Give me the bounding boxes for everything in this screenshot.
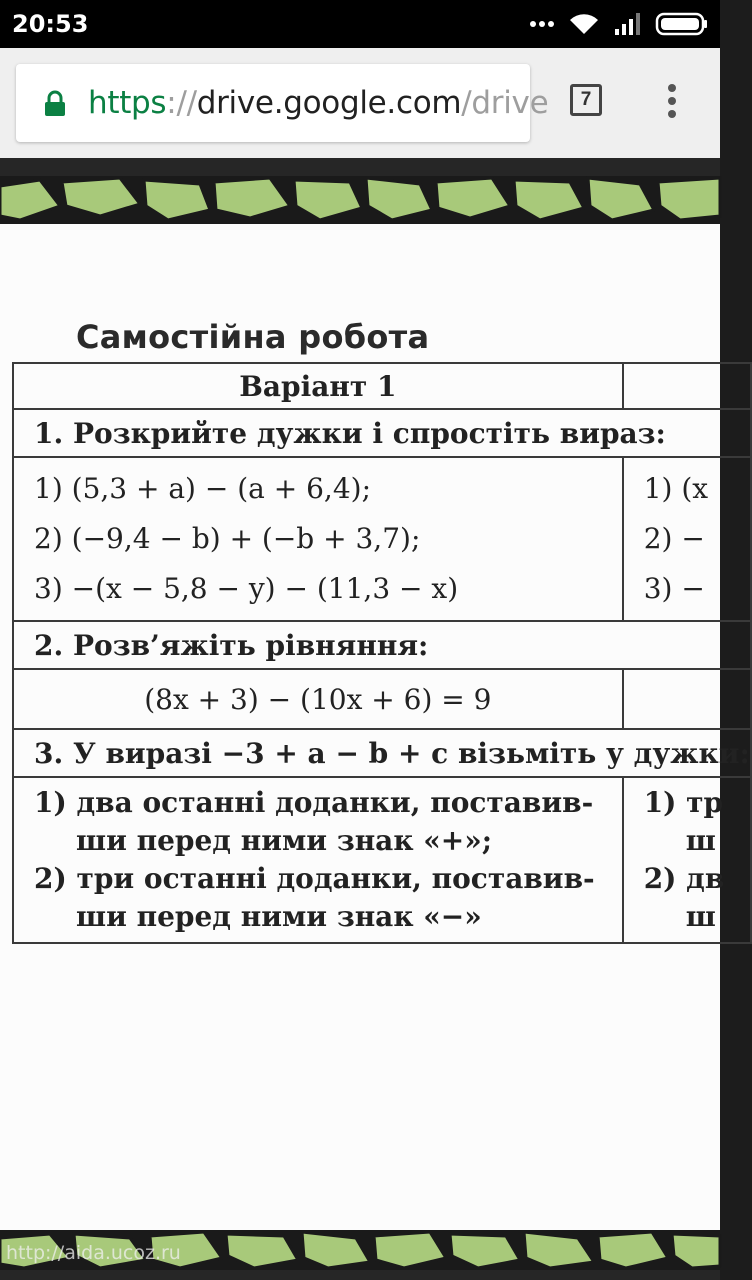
task1-item-2: 2) (−9,4 − b) + (−b + 3,7);: [34, 522, 421, 555]
task3-right-item-2-line-2: ш: [685, 900, 716, 933]
status-bar: [0, 0, 720, 48]
watermark-url: http://aida.ucoz.ru: [6, 1242, 181, 1264]
task1-title: 1. Розкрийте дужки і спростіть вираз:: [13, 409, 751, 457]
dots-icon: [530, 20, 554, 28]
tab-switcher-button[interactable]: [570, 84, 602, 116]
variant-title: Варіант 1: [13, 363, 623, 409]
task3-row: [13, 729, 751, 777]
worksheet-table: [12, 362, 750, 944]
task1-right-item-2: 2) −: [643, 522, 705, 555]
task1-items-right: [623, 457, 751, 621]
task3-item-1-line-1: 1) два останні доданки, поставив-: [34, 786, 594, 819]
url-path: /drive: [461, 85, 549, 121]
more-vert-icon: [662, 84, 682, 118]
status-time: 20:53: [12, 10, 89, 38]
document-viewer[interactable]: [0, 158, 750, 1280]
browser-toolbar: [0, 48, 720, 158]
task2-equation-right: [623, 669, 751, 729]
task3-right-item-1-line-1: 1) тр: [643, 786, 724, 819]
task3-item-2-line-2: ши перед ними знак «−»: [76, 900, 482, 933]
task1-row: [13, 409, 751, 457]
task3-right-item-2-line-1: 2) дв: [643, 862, 725, 895]
variant-title-right: [623, 363, 751, 409]
task1-item-3: 3) −(x − 5,8 − y) − (11,3 − x): [34, 572, 459, 605]
task1-item-1: 1) (5,3 + a) − (a + 6,4);: [34, 472, 371, 505]
url-text[interactable]: [88, 85, 549, 121]
wifi-icon: [568, 12, 600, 36]
decorative-border-top: [0, 176, 720, 224]
url-scheme: https: [88, 85, 167, 121]
tab-count: 7: [580, 89, 592, 110]
task3-items: [13, 777, 623, 943]
task2-row: [13, 621, 751, 669]
task1-items-row: [13, 457, 751, 621]
task3-items-row: [13, 777, 751, 943]
variant-row: [13, 363, 751, 409]
document-page: [0, 176, 750, 1270]
url-separator: ://: [166, 85, 197, 121]
task2-title: 2. Розв’яжіть рівняння:: [13, 621, 751, 669]
task3-title: 3. У виразі −3 + a − b + c візьміть у дужки:: [13, 729, 751, 777]
page-heading: Самостійна робота: [76, 318, 430, 356]
task3-items-right: [623, 777, 751, 943]
task2-equation: (8x + 3) − (10x + 6) = 9: [13, 669, 623, 729]
task1-right-item-1: 1) (x: [643, 472, 709, 505]
task3-right-item-1-line-2: ш: [685, 824, 716, 857]
overflow-menu-button[interactable]: [662, 84, 682, 124]
task1-right-item-3: 3) −: [643, 572, 705, 605]
lock-icon: [44, 91, 66, 117]
task2-equation-row: [13, 669, 751, 729]
address-bar[interactable]: [16, 64, 549, 142]
battery-icon: [656, 12, 708, 36]
url-host: drive.google.com: [196, 85, 462, 121]
task1-items: [13, 457, 623, 621]
status-icons: [530, 8, 708, 40]
task3-item-1-line-2: ши перед ними знак «+»;: [76, 824, 493, 857]
signal-icon: [614, 12, 642, 36]
task3-item-2-line-1: 2) три останні доданки, поставив-: [34, 862, 595, 895]
